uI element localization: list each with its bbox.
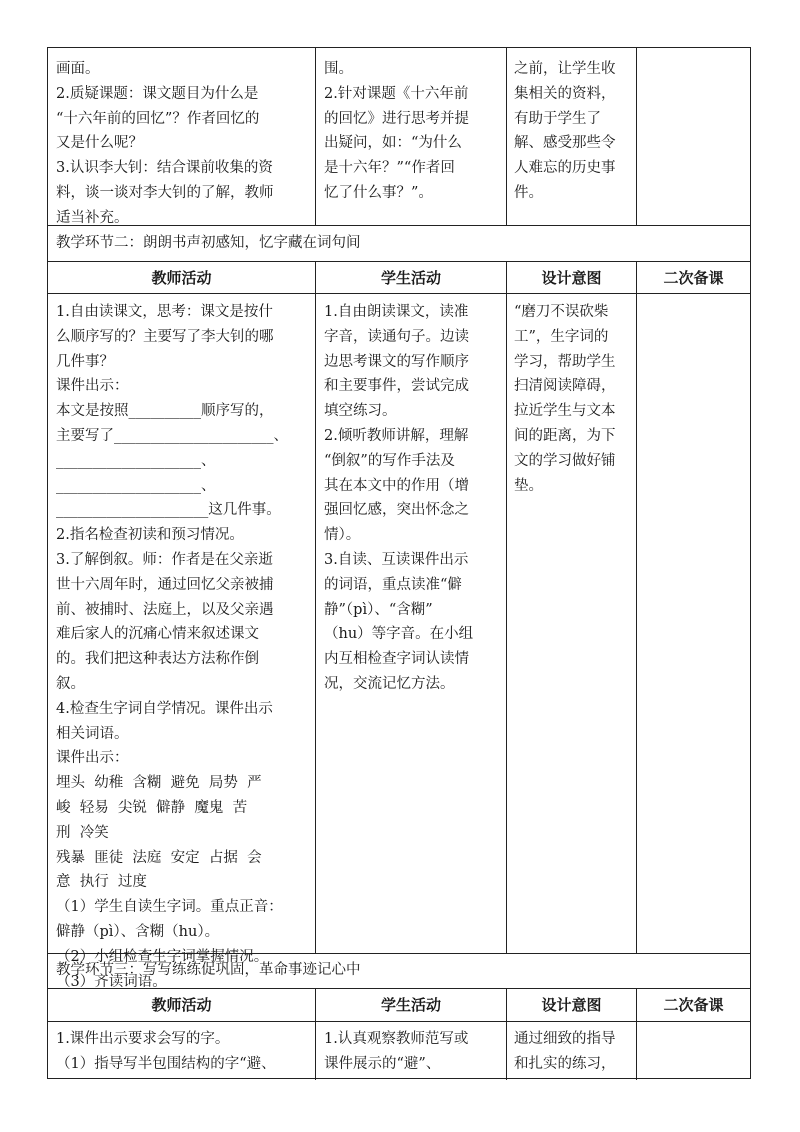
text-line: 1.认真观察教师范写或 bbox=[324, 1031, 469, 1047]
text-line: 围。 bbox=[324, 61, 353, 77]
section3-teacher-cell bbox=[50, 1027, 316, 1077]
text-line: 学习，帮助学生 bbox=[514, 353, 616, 370]
text-line: 几件事？ bbox=[56, 353, 114, 370]
header-second: 二次备课 bbox=[663, 269, 724, 287]
text-line: 适当补充。 bbox=[56, 209, 129, 226]
text-line: 1.自由读课文，思考：课文是按什 bbox=[56, 304, 273, 320]
text-line: 叙。 bbox=[56, 675, 85, 692]
text-line: 1.课件出示要求会写的字。 bbox=[56, 1031, 230, 1047]
section3-title: 教学环节三：写写练练促巩固，革命事迹记心中 bbox=[56, 962, 361, 978]
text-line: 僻静（pì）、含糊（hu）。 bbox=[56, 923, 220, 940]
text-line: 3.认识李大钊：结合课前收集的资 bbox=[56, 160, 273, 177]
text-line: 之前，让学生收 bbox=[514, 61, 616, 77]
text-line: 峻 轻易 尖锐 僻静 魔鬼 苦 bbox=[56, 799, 248, 816]
lesson-plan-table bbox=[47, 47, 751, 1079]
text-line: ____________________、 bbox=[56, 477, 216, 494]
text-line: 静”（pì）、“含糊” bbox=[324, 601, 433, 618]
header-teacher: 教师活动 bbox=[151, 996, 212, 1014]
text-line: 3.自读、互读课件出示 bbox=[324, 551, 469, 568]
text-line: 工”，生字词的 bbox=[514, 328, 609, 345]
header-teacher: 教师活动 bbox=[151, 269, 212, 287]
text-line: 边思考课文的写作顺序 bbox=[324, 353, 469, 370]
text-line: 相关词语。 bbox=[56, 725, 129, 742]
block1-student-cell bbox=[318, 57, 508, 206]
header-student: 学生活动 bbox=[380, 269, 441, 287]
text-line: 又是什么呢？ bbox=[56, 135, 143, 152]
text-line: “倒叙”的写作手法及 bbox=[324, 452, 455, 469]
text-line: 残暴 匪徒 法庭 安定 占据 会 bbox=[56, 849, 262, 866]
text-line: 人难忘的历史事 bbox=[514, 160, 616, 177]
text-line: 有助于学生了 bbox=[514, 110, 601, 127]
text-line: 强回忆感，突出怀念之 bbox=[324, 502, 469, 519]
text-line: 前、被捕时、法庭上，以及父亲遇 bbox=[56, 601, 274, 618]
text-line: 的词语，重点读准“僻 bbox=[324, 576, 462, 593]
text-line: 忆了什么事？”。 bbox=[324, 184, 433, 201]
text-line: 意 执行 过度 bbox=[56, 874, 147, 891]
text-line: 是十六年？”“作者回 bbox=[324, 160, 455, 177]
section3-design-cell bbox=[508, 1027, 638, 1077]
text-line: 的回忆》进行思考并提 bbox=[324, 110, 469, 127]
text-line: 埋头 幼稚 含糊 避免 局势 严 bbox=[56, 775, 262, 792]
text-line: “磨刀不误砍柴 bbox=[514, 304, 609, 320]
text-line: 2.倾听教师讲解，理解 bbox=[324, 427, 469, 444]
text-line: 世十六周年时，通过回忆父亲被捕 bbox=[56, 576, 274, 593]
text-line: 课件出示： bbox=[56, 750, 129, 767]
text-line: 4.检查生字词自学情况。课件出示 bbox=[56, 700, 273, 717]
text-line: 料，谈一谈对李大钊的了解，教师 bbox=[56, 184, 274, 201]
text-line: 2.指名检查初读和预习情况。 bbox=[56, 527, 244, 544]
text-line: _____________________这几件事。 bbox=[56, 502, 281, 519]
text-line: 画面。 bbox=[56, 61, 100, 77]
row-divider bbox=[48, 1021, 750, 1022]
text-line: “十六年前的回忆”？作者回忆的 bbox=[56, 110, 260, 127]
header-design: 设计意图 bbox=[541, 996, 602, 1014]
header-student: 学生活动 bbox=[380, 996, 441, 1014]
header-design: 设计意图 bbox=[541, 269, 602, 287]
section2-teacher-cell bbox=[50, 300, 316, 994]
block1-design-cell bbox=[508, 57, 638, 206]
text-line: 字音，读通句子。边读 bbox=[324, 328, 469, 345]
section2-student-cell bbox=[318, 300, 508, 697]
text-line: 其在本文中的作用（增 bbox=[324, 477, 469, 494]
text-line: 刑 冷笑 bbox=[56, 824, 109, 841]
text-line: 扫清阅读障碍， bbox=[514, 378, 616, 395]
text-line: 垫。 bbox=[514, 477, 543, 494]
text-line: 内互相检查字词认读情 bbox=[324, 651, 469, 668]
text-line: 集相关的资料， bbox=[514, 85, 616, 102]
text-line: 解、感受那些令 bbox=[514, 135, 616, 152]
text-line: 么顺序写的？主要写了李大钊的哪 bbox=[56, 328, 274, 345]
text-line: ____________________、 bbox=[56, 452, 216, 469]
text-line: 件。 bbox=[514, 184, 543, 201]
text-line: （1）指导写半包围结构的字“避、 bbox=[56, 1055, 276, 1072]
text-line: 难后家人的沉痛心情来叙述课文 bbox=[56, 626, 259, 643]
text-line: 的。我们把这种表达方法称作倒 bbox=[56, 651, 259, 668]
row-divider bbox=[48, 293, 750, 294]
text-line: 填空练习。 bbox=[324, 403, 397, 420]
text-line: 和扎实的练习， bbox=[514, 1055, 616, 1072]
text-line: 通过细致的指导 bbox=[514, 1031, 616, 1047]
text-line: （1）学生自读生字词。重点正音： bbox=[56, 899, 283, 916]
text-line: 2.针对课题《十六年前 bbox=[324, 85, 469, 102]
text-line: 2.质疑课题：课文题目为什么是 bbox=[56, 85, 259, 102]
text-line: 间的距离，为下 bbox=[514, 427, 616, 444]
section3-student-cell bbox=[318, 1027, 508, 1077]
text-line: 情）。 bbox=[324, 527, 361, 544]
text-line: 和主要事件，尝试完成 bbox=[324, 378, 469, 395]
text-line: 课件展示的“避”、 bbox=[324, 1055, 441, 1072]
text-line: 3.了解倒叙。师：作者是在父亲逝 bbox=[56, 551, 273, 568]
text-line: （2）小组检查生字词掌握情况。 bbox=[56, 948, 269, 965]
text-line: 1.自由朗读课文，读准 bbox=[324, 304, 469, 320]
section2-design-cell bbox=[508, 300, 638, 498]
text-line: 出疑问，如：“为什么 bbox=[324, 135, 462, 152]
text-line: （hu）等字音。在小组 bbox=[324, 626, 474, 643]
text-line: 况，交流记忆方法。 bbox=[324, 675, 455, 692]
section2-title: 教学环节二：朗朗书声初感知，忆字藏在词句间 bbox=[56, 235, 361, 251]
text-line: 课件出示： bbox=[56, 378, 129, 395]
text-line: 本文是按照__________顺序写的， bbox=[56, 403, 274, 420]
text-line: （3）齐读词语。 bbox=[56, 973, 167, 990]
text-line: 拉近学生与文本 bbox=[514, 403, 616, 420]
row-divider bbox=[48, 261, 750, 262]
block1-teacher-cell bbox=[50, 57, 316, 231]
text-line: 文的学习做好铺 bbox=[514, 452, 616, 469]
text-line: 主要写了______________________、 bbox=[56, 427, 288, 444]
header-second: 二次备课 bbox=[663, 996, 724, 1014]
